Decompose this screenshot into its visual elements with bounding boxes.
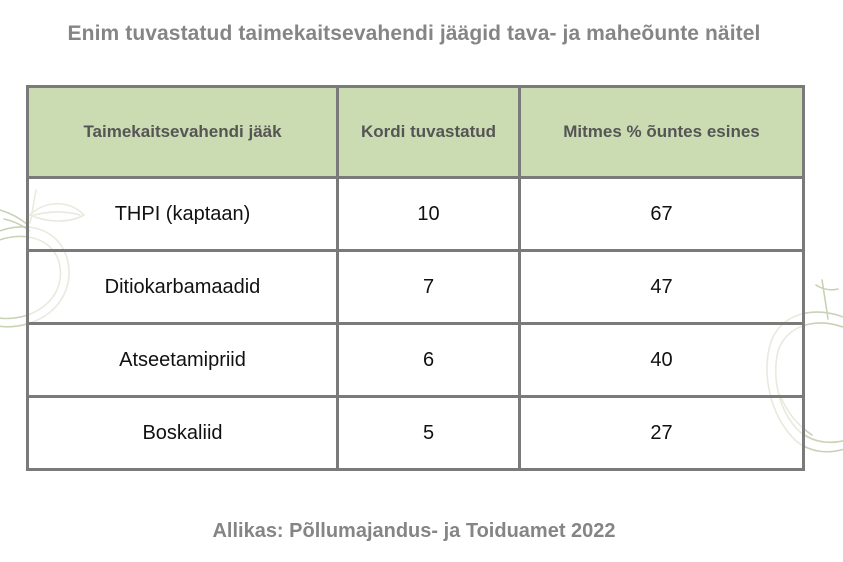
- times-detected-cell: 7: [338, 251, 520, 324]
- percent-cell: 47: [520, 251, 804, 324]
- table-row: [28, 178, 804, 251]
- times-detected-cell: 10: [338, 178, 520, 251]
- column-header-times-detected: Kordi tuvastatud: [338, 87, 520, 178]
- table-row: [28, 397, 804, 470]
- times-detected-cell: 6: [338, 324, 520, 397]
- percent-cell: 27: [520, 397, 804, 470]
- residue-cell: THPI (kaptaan): [28, 178, 338, 251]
- times-detected-cell: 5: [338, 397, 520, 470]
- column-header-residue: Taimekaitsevahendi jääk: [28, 87, 338, 178]
- percent-cell: 67: [520, 178, 804, 251]
- page-title: Enim tuvastatud taimekaitsevahendi jäägid tava- ja maheõunte näitel: [67, 22, 761, 45]
- percent-cell: 40: [520, 324, 804, 397]
- residue-cell: Atseetamipriid: [28, 324, 338, 397]
- table-header-row: [28, 87, 804, 178]
- residue-table: [26, 85, 805, 471]
- table-row: [28, 251, 804, 324]
- residue-cell: Ditiokarbamaadid: [28, 251, 338, 324]
- residue-cell: Boskaliid: [28, 397, 338, 470]
- table-row: [28, 324, 804, 397]
- source-caption: Allikas: Põllumajandus- ja Toiduamet 2022: [212, 520, 616, 542]
- residue-table-container: [26, 85, 805, 471]
- column-header-percent-of-apples: Mitmes % õuntes esines: [520, 87, 804, 178]
